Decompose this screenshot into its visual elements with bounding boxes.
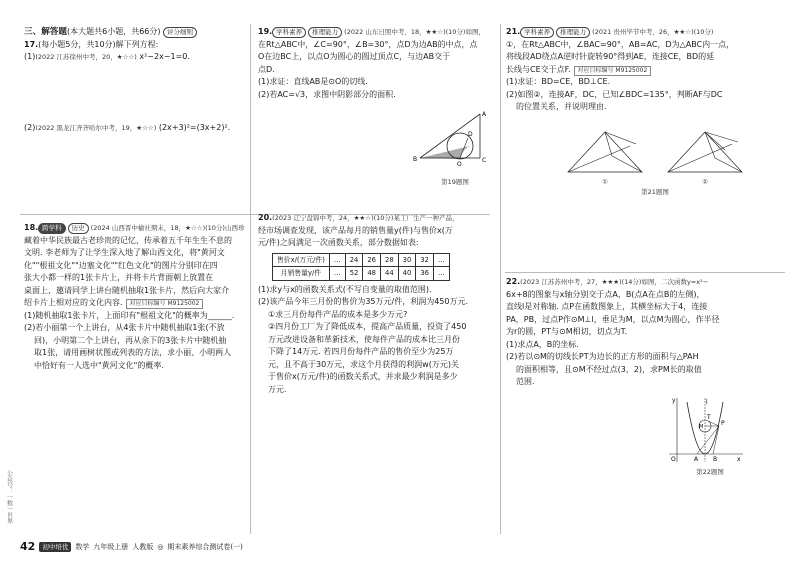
page-number: 42 — [20, 539, 36, 553]
q17-p1-source: (2022 江苏徐州中考，20，★☆☆) — [35, 53, 137, 61]
q22-number: 22. — [506, 277, 521, 286]
q21-figure-1 — [560, 124, 650, 179]
page-footer — [20, 540, 243, 554]
q20-text-0: (2023 辽宁盘锦中考，24，★★☆)(10分)某工厂生产一种产品， — [272, 214, 459, 222]
q22-label-x: x — [737, 456, 741, 463]
table-cell: … — [433, 253, 449, 267]
q21-text-1: ①，在Rt△ABC中，∠BAC=90°，AB=AC，D为△ABC内一点， — [506, 39, 735, 49]
q18-block — [24, 222, 246, 372]
q19-label-c: C — [482, 157, 487, 164]
q18-text-0: (2024 山西晋中榆社期末，18，★☆☆)(10分)山西珍 — [90, 224, 245, 232]
section-tag: 评分细则 — [163, 27, 197, 38]
table-cell: 26 — [363, 253, 381, 267]
q22-sub1: (1)求点A，B的坐标. — [506, 339, 579, 349]
q18-sub2-3: 中恰好有一人选中"黄河文化"的概率. — [34, 360, 164, 370]
q18-sub2-1: 回)，小明第二个上讲台，再从余下的3张卡片中随机抽 — [34, 335, 227, 345]
q19-text-1: 在Rt△ABC中，∠C=90°，∠B=30°，点D为边AB的中点，点 — [258, 39, 478, 49]
q18-text-2: 文明. 李老师为了让学生深入地了解山西文化，将"黄河文 — [24, 248, 225, 257]
q22-text-2: 直线l是对称轴. 点P在函数图象上，其横坐标大于4，连接 — [506, 302, 708, 311]
q19-label-o: O — [457, 161, 462, 168]
q21-sub2-1: 的位置关系，并说明理由. — [516, 102, 607, 111]
q22-line-0 — [506, 276, 786, 289]
footer-subject: 数学 — [75, 542, 90, 551]
q20-number: 20. — [258, 213, 273, 222]
table-cell: … — [329, 267, 345, 281]
q20-table-head-sales: 月销售量y/件 — [273, 267, 330, 281]
footer-grade: 九年级上册 — [93, 542, 129, 551]
q21-target-code: 对应目标编号 M9125002 — [574, 66, 652, 76]
q17-part1 — [24, 51, 246, 64]
q20-text-1: 经市场调查发现，该产品每月的销售量y(件)与售价x(万 — [258, 225, 453, 235]
table-cell: 52 — [345, 267, 363, 281]
q21-tag-reasoning: 推理能力 — [556, 27, 590, 38]
q22-label-t: T — [707, 414, 711, 421]
q19-tag-reasoning: 推理能力 — [308, 27, 342, 38]
q22-figure — [665, 396, 745, 466]
q19-text-3: 点D. — [258, 64, 275, 74]
q18-tag-history: 历史 — [68, 223, 89, 234]
table-cell: … — [329, 253, 345, 267]
q17-head-text: (每小题5分，共10分)解下列方程: — [38, 39, 159, 49]
q22-text-0: (2023 江苏苏州中考，27，★★★)(14分)如图，二次函数y=x²− — [520, 278, 709, 286]
q17-header — [24, 39, 246, 52]
q18-target-code: 对应目标编号 M9125002 — [126, 299, 204, 309]
q21-text-2: 将线段AD绕点A逆时针旋转90°得到AE，连接CE，BD的延 — [506, 52, 715, 61]
q19-figure — [410, 106, 494, 176]
q20-sub2-7: 万元. — [268, 384, 287, 394]
q22-label-m: M — [699, 424, 704, 430]
q17-p1-equation: x²−2x−1=0. — [139, 52, 190, 61]
q20-table-row-price — [273, 253, 450, 267]
q18-sub2-2: 取1张，请用画树状图或列表的方法，求小丽、小明两人 — [34, 348, 232, 357]
q21-tag-literacy: 学科素养 — [520, 27, 554, 38]
q19-line-0 — [258, 26, 496, 39]
q22-label-p: P — [721, 420, 725, 427]
q19-sub2: (2)若AC=√3，求图中阴影部分的面积. — [258, 89, 396, 99]
q17-number: 17. — [24, 39, 39, 49]
q21-number: 21. — [506, 27, 521, 36]
row-divider-right — [505, 272, 785, 273]
q20-sub2-6: 于售价x(万元/件)的函数关系式，并求最少利润是多少 — [268, 372, 458, 381]
table-cell: … — [433, 267, 449, 281]
table-cell: 40 — [398, 267, 416, 281]
q21-sub2-0: (2)如图②，连接AF，DC，已知∠BDC=135°，判断AF与DC — [506, 89, 723, 99]
column-divider-2 — [500, 24, 501, 534]
q18-text-6-row — [24, 297, 246, 310]
q20-table — [272, 253, 450, 281]
table-cell: 28 — [381, 253, 399, 267]
q19-label-a: A — [482, 111, 487, 118]
q19-label-b: B — [413, 156, 418, 163]
q20-sub2-1: ①求三月份每件产品的成本是多少万元? — [268, 309, 408, 319]
footer-edition: 人教版 — [132, 542, 154, 551]
q19-sub1: (1)求证：直线AB是⊙O的切线. — [258, 77, 368, 86]
q22-text-1: 6x+8的图象与x轴分别交于点A，B(点A在点B的左侧)， — [506, 289, 705, 299]
q21-text-3-row — [506, 64, 786, 77]
q22-text-3: PA，PB，过点P作⊙M⊥l，垂足为M，以点M为圆心，作半径 — [506, 314, 720, 324]
q19-caption: 第19题图 — [441, 178, 469, 186]
q18-text-6: 绍卡片上相对应的文化内容. — [24, 298, 123, 307]
q21-line-0 — [506, 26, 786, 39]
section-header — [24, 26, 246, 39]
column-left-top — [24, 26, 246, 134]
q19-text-2: O在边BC上，以点O为圆心的圆过顶点C，与边AB交于 — [258, 52, 451, 61]
q19-number: 19. — [258, 27, 273, 36]
q21-caption: 第21题图 — [641, 188, 669, 196]
q20-table-row-sales — [273, 267, 450, 281]
q18-sub2-0: (2)若小丽第一个上讲台，从4张卡片中随机抽取1张(不放 — [24, 323, 225, 332]
q21-block — [506, 26, 786, 114]
q17-p2-equation: (2x+3)²=(3x+2)². — [158, 122, 231, 132]
q19-block — [258, 26, 496, 101]
q18-sub1: (1)随机抽取1张卡片，上面印有"根祖文化"的概率为______. — [24, 310, 235, 320]
q18-text-5: 桌面上，邀请同学上讲台随机抽取1张卡片，然后向大家介 — [24, 285, 230, 295]
q18-text-1: 藏着中华民族最古老珍贵的记忆，传承着五千年生生不息的 — [24, 235, 232, 245]
q17-part2 — [24, 122, 246, 135]
table-cell: 44 — [381, 267, 399, 281]
q22-caption: 第22题图 — [696, 468, 724, 476]
q19-text-0: (2022 山东日照中考，18，★★☆)(10分)如图， — [344, 28, 485, 36]
brand-badge: 初中培优 — [39, 542, 71, 552]
q21-text-0: (2021 贵州毕节中考，26，★★☆)(10分) — [592, 28, 714, 36]
table-cell: 24 — [345, 253, 363, 267]
q20-text-2: 元/件)之间满足一次函数关系，部分数据如表: — [258, 238, 419, 247]
q22-label-o: O — [671, 456, 676, 463]
q22-label-y: y — [672, 397, 676, 404]
q20-sub2-2: ②四月份工厂为了降低成本，提高产品质量，投资了450 — [268, 322, 467, 331]
q22-sub2-0: (2)若以⊙M的切线长PT为边长的正方形的面积与△PAH — [506, 352, 699, 361]
q18-line-0 — [24, 222, 246, 235]
q22-sub2-2: 范围. — [516, 377, 535, 386]
q22-label-b: B — [713, 456, 718, 463]
q22-text-4: 为r的圆，PT与⊙M相切，切点为T. — [506, 327, 628, 336]
q17-p2-source: (2022 黑龙江齐齐哈尔中考，19，★☆☆) — [35, 123, 157, 132]
q20-sub2-3: 万元改进设备和革新技术，使每件产品的成本比三月份 — [268, 334, 460, 344]
q18-text-3: 化""根祖文化""边塞文化""红色文化"的图片分别印在四 — [24, 260, 218, 270]
q20-sub2-4: 下降了14万元. 若四月份每件产品的售价至少为25万 — [268, 347, 454, 356]
q22-label-l: l — [706, 399, 708, 406]
q18-text-4: 张大小都一样的1张卡片上，并将卡片背面朝上放置在 — [24, 273, 214, 282]
footer-title: 期末素养综合测试卷(一) — [167, 542, 243, 551]
table-cell: 36 — [416, 267, 434, 281]
section-title: 三、解答题 — [24, 27, 67, 37]
q21-text-3: 长线与CE交于点F. — [506, 64, 571, 74]
section-note: (本大题共6小题，共66分) — [66, 27, 161, 36]
q21-sub1: (1)求证：BD=CE，BD⊥CE. — [506, 77, 611, 86]
q19-line-od — [460, 138, 468, 158]
table-cell: 48 — [363, 267, 381, 281]
q22-block — [506, 276, 786, 389]
table-cell: 30 — [398, 253, 416, 267]
q19-tag-literacy: 学科素养 — [272, 27, 306, 38]
q20-sub2-0: (2)该产品今年三月份的售价为35万元/件，利润为450万元. — [258, 297, 469, 306]
footer-dot-icon: ◎ — [157, 542, 164, 551]
side-note: 公众号：一数一世界 — [5, 470, 13, 524]
q21-figure-2 — [660, 124, 750, 179]
q20-sub2-5: 元，且不高于30万元，求这个月获得的利润w(万元)关 — [268, 359, 459, 369]
q20-line-0 — [258, 212, 496, 225]
q20-table-head-price: 售价x/(万元/件) — [273, 253, 330, 267]
q20-sub1: (1)求y与x的函数关系式(不写自变量的取值范围). — [258, 284, 432, 294]
q18-number: 18. — [24, 223, 39, 232]
q19-label-d: D — [468, 131, 473, 138]
q17-p1-label: (1) — [24, 52, 36, 61]
q22-label-a: A — [694, 456, 699, 463]
q22-sub2-1: 的面积相等，且⊙M不经过点(3，2)，求PM长的取值 — [516, 364, 702, 374]
q18-tag-interdisciplinary: 跨学科 — [38, 223, 66, 234]
table-cell: 32 — [416, 253, 434, 267]
q21-fig1-label: ① — [602, 178, 608, 186]
q17-p2-label: (2) — [24, 122, 36, 132]
q20-block — [258, 212, 496, 396]
q21-fig2-label: ② — [702, 178, 708, 186]
column-divider-1 — [250, 24, 251, 534]
